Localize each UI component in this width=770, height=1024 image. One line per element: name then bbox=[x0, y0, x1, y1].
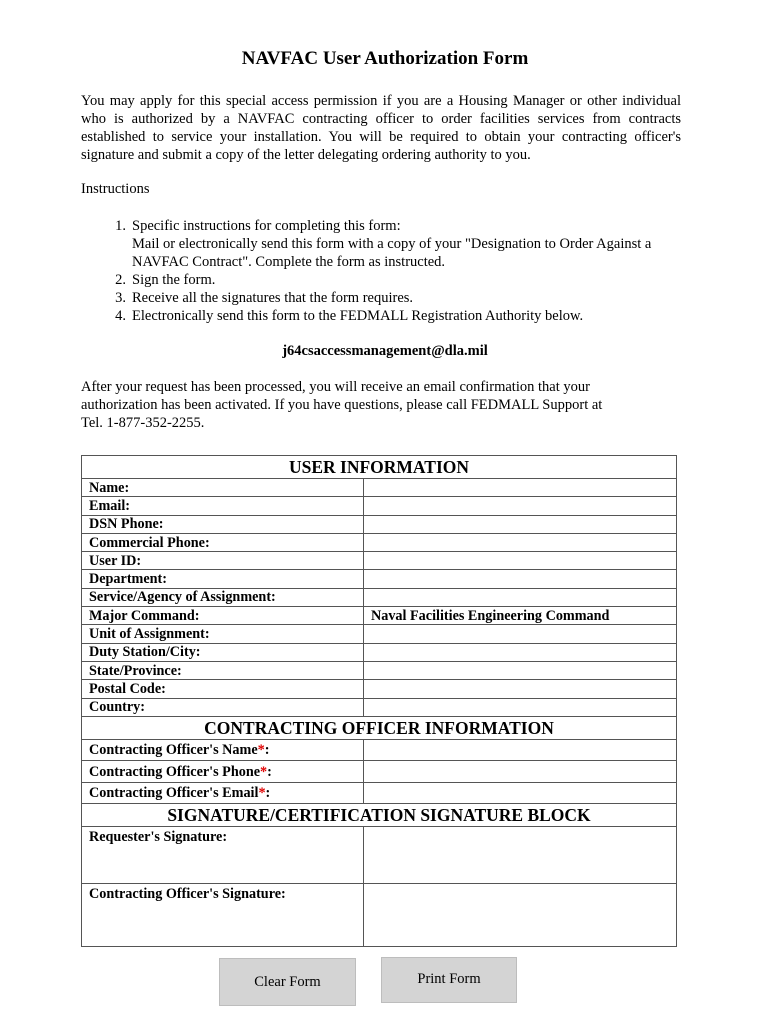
officer-name-field[interactable] bbox=[364, 739, 677, 761]
contracting-officer-heading: CONTRACTING OFFICER INFORMATION bbox=[82, 716, 677, 739]
table-row bbox=[82, 533, 677, 551]
step-subtext: Mail or electronically send this form with a copy of your "Designation to Order Against a NAVFAC Contract". Complete the form as instructed. bbox=[132, 236, 652, 270]
major-command-field[interactable]: Naval Facilities Engineering Command bbox=[364, 607, 677, 625]
list-item: 3. Receive all the signatures that the form requires. bbox=[81, 289, 681, 307]
required-mark: * bbox=[257, 742, 265, 759]
list-item: 2. Sign the form. bbox=[81, 271, 681, 289]
postal-code-label: Postal Code: bbox=[82, 680, 364, 698]
officer-phone-label: Contracting Officer's Phone*: bbox=[82, 761, 364, 783]
duty-station-label: Duty Station/City: bbox=[82, 643, 364, 661]
officer-phone-field[interactable] bbox=[364, 761, 677, 783]
officer-email-field[interactable] bbox=[364, 782, 677, 804]
table-row bbox=[82, 570, 677, 588]
required-mark: * bbox=[260, 763, 268, 780]
commercial-phone-label: Commercial Phone: bbox=[82, 533, 364, 551]
requester-signature-label: Requester's Signature: bbox=[82, 827, 364, 884]
state-province-field[interactable] bbox=[364, 661, 677, 679]
table-row bbox=[82, 782, 677, 804]
officer-name-label: Contracting Officer's Name*: bbox=[82, 739, 364, 761]
signature-block-heading: SIGNATURE/CERTIFICATION SIGNATURE BLOCK bbox=[82, 804, 677, 827]
service-agency-label: Service/Agency of Assignment: bbox=[82, 588, 364, 606]
page-title: NAVFAC User Authorization Form bbox=[241, 48, 529, 69]
table-row bbox=[82, 761, 677, 783]
confirmation-paragraph: After your request has been processed, you will receive an email confirmation that your authorization has been activated. If you have questions, please call FEDMALL Support at Tel. 1-877-352-2255. bbox=[81, 379, 603, 431]
postal-code-field[interactable] bbox=[364, 680, 677, 698]
table-row bbox=[82, 698, 677, 716]
commercial-phone-field[interactable] bbox=[364, 533, 677, 551]
required-mark: * bbox=[258, 785, 266, 802]
table-row bbox=[82, 588, 677, 606]
table-row bbox=[82, 827, 677, 884]
table-row bbox=[82, 739, 677, 761]
major-command-label: Major Command: bbox=[82, 607, 364, 625]
email-field[interactable] bbox=[364, 497, 677, 515]
country-label: Country: bbox=[82, 698, 364, 716]
authorization-form-table bbox=[81, 455, 677, 947]
step-text: Electronically send this form to the FEDMALL Registration Authority below. bbox=[132, 308, 584, 324]
user-id-field[interactable] bbox=[364, 552, 677, 570]
department-field[interactable] bbox=[364, 570, 677, 588]
clear-form-button[interactable]: Clear Form bbox=[219, 958, 356, 1006]
table-row bbox=[82, 607, 677, 625]
table-row bbox=[82, 680, 677, 698]
list-item: 1. Specific instructions for completing this form: Mail or electronically send this form with a copy of your "Designation to Order Against a NAVFAC Contract". Complete the form as instructed. bbox=[115, 218, 652, 270]
unit-of-assignment-label: Unit of Assignment: bbox=[82, 625, 364, 643]
step-text: Sign the form. bbox=[132, 272, 216, 288]
instructions-heading: Instructions bbox=[81, 181, 150, 197]
table-row bbox=[82, 625, 677, 643]
dsn-phone-label: DSN Phone: bbox=[82, 515, 364, 533]
state-province-label: State/Province: bbox=[82, 661, 364, 679]
duty-station-field[interactable] bbox=[364, 643, 677, 661]
dsn-phone-field[interactable] bbox=[364, 515, 677, 533]
department-label: Department: bbox=[82, 570, 364, 588]
print-form-button[interactable]: Print Form bbox=[381, 957, 517, 1003]
step-text: Specific instructions for completing this form: bbox=[132, 218, 401, 234]
officer-signature-label: Contracting Officer's Signature: bbox=[82, 884, 364, 947]
table-row bbox=[82, 552, 677, 570]
table-row bbox=[82, 497, 677, 515]
user-information-heading: USER INFORMATION bbox=[82, 456, 677, 479]
officer-signature-field[interactable] bbox=[364, 884, 677, 947]
requester-signature-field[interactable] bbox=[364, 827, 677, 884]
registration-email: j64csaccessmanagement@dla.mil bbox=[282, 343, 488, 359]
country-field[interactable] bbox=[364, 698, 677, 716]
table-row bbox=[82, 643, 677, 661]
officer-email-label: Contracting Officer's Email*: bbox=[82, 782, 364, 804]
name-field[interactable] bbox=[364, 479, 677, 497]
service-agency-field[interactable] bbox=[364, 588, 677, 606]
table-row bbox=[82, 479, 677, 497]
list-item: 4. Electronically send this form to the FEDMALL Registration Authority below. bbox=[81, 307, 681, 325]
unit-of-assignment-field[interactable] bbox=[364, 625, 677, 643]
name-label: Name: bbox=[82, 479, 364, 497]
intro-paragraph: You may apply for this special access permission if you are a Housing Manager or other individual who is authorized by a NAVFAC contracting officer to order facilities services from contracts established to service your installation. You will be required to obtain your contracting officer's signature and submit a copy of the letter delegating ordering authority to you. bbox=[81, 93, 681, 163]
table-row bbox=[82, 661, 677, 679]
step-text: Receive all the signatures that the form requires. bbox=[132, 290, 414, 306]
table-row bbox=[82, 884, 677, 947]
user-id-label: User ID: bbox=[82, 552, 364, 570]
instruction-list bbox=[81, 217, 681, 325]
table-row bbox=[82, 515, 677, 533]
email-label: Email: bbox=[82, 497, 364, 515]
